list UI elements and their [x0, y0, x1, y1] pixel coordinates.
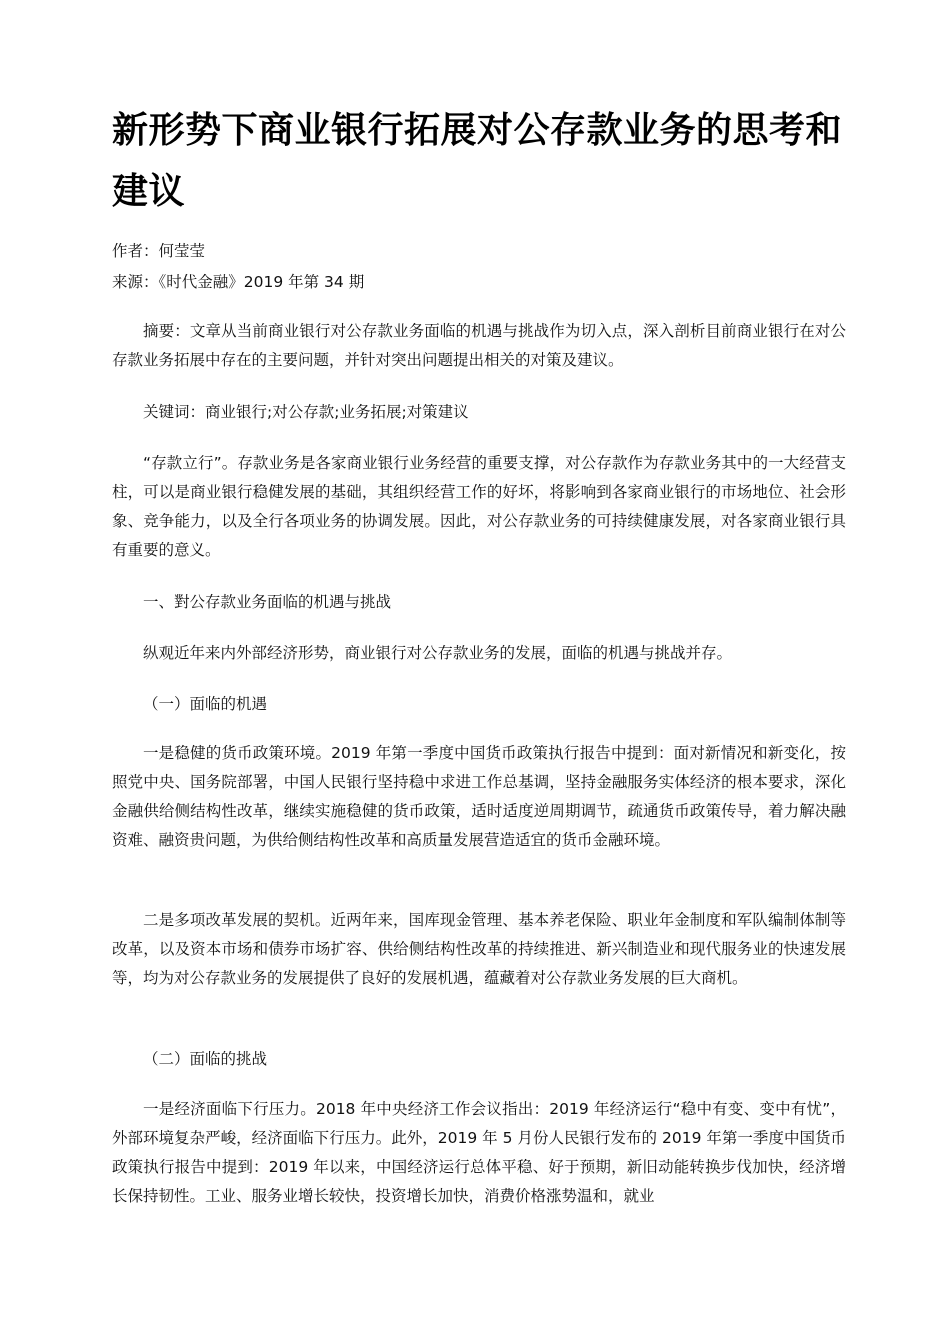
opportunity-2-paragraph: 二是多项改革发展的契机。近两年来，国库现金管理、基本养老保险、职业年金制度和军队编制体制等改革，以及资本市场和债券市场扩容、供给侧结构性改革的持续推进、新兴制造业和现代服务业的快速发展等，均为对公存款业务的发展提供了良好的发展机遇，蕴藏着对公存款业务发展的巨大商机。	[112, 911, 846, 987]
abstract-paragraph: 摘要：文章从当前商业银行对公存款业务面临的机遇与挑战作为切入点，深入剖析目前商业银行在对公存款业务拓展中存在的主要问题，并针对突出问题提出相关的对策及建议。	[112, 322, 846, 369]
opportunity-1-paragraph: 一是稳健的货币政策环境。2019 年第一季度中国货币政策执行报告中提到：面对新情况和新变化，按照党中央、国务院部署，中国人民银行坚持稳中求进工作总基调，坚持金融服务实体经济的根本要求，深化金融供给侧结构性改革，继续实施稳健的货币政策，适时适度逆周期调节，疏通货币政策传导，着力解决融资难、融资贵问题，为供给侧结构性改革和高质量发展营造适宜的货币金融环境。	[112, 744, 846, 849]
subsection-heading-challenges: （二）面临的挑战	[143, 1050, 268, 1068]
subsection-heading-opportunities: （一）面临的机遇	[143, 695, 268, 713]
section-heading-1: 一、對公存款业务面临的机遇与挑战	[143, 593, 392, 611]
article-source: 来源：《时代金融》2019 年第 34 期	[112, 273, 365, 291]
section-1-intro-paragraph: 纵观近年来内外部经济形势，商业银行对公存款业务的发展，面临的机遇与挑战并存。	[143, 644, 733, 662]
challenge-1-paragraph: 一是经济面临下行压力。2018 年中央经济工作会议指出：2019 年经济运行“稳中有变、变中有忧”，外部环境复杂严峻，经济面临下行压力。此外，2019 年 5 月份人民银行发布的 2019 年第一季度中国货币政策执行报告中提到：2019 年以来，中国经济运行总体平稳、好于预期，新旧动能转换步伐加快，经济增长保持韧性。工业、服务业增长较快，投资增长加快，消费价格涨势温和，就业	[112, 1100, 846, 1205]
keywords-paragraph: 关键词：商业银行;对公存款;业务拓展;对策建议	[143, 403, 469, 421]
article-author: 作者：何莹莹	[112, 242, 206, 260]
article-title: 新形势下商业银行拓展对公存款业务的思考和建议	[112, 110, 843, 212]
intro-paragraph: “存款立行”。存款业务是各家商业银行业务经营的重要支撑，对公存款作为存款业务其中的一大经营支柱，可以是商业银行稳健发展的基础，其组织经营工作的好坏，将影响到各家商业银行的市场地位、社会形象、竞争能力，以及全行各项业务的协调发展。因此，对公存款业务的可持续健康发展，对各家商业银行具有重要的意义。	[112, 454, 846, 559]
